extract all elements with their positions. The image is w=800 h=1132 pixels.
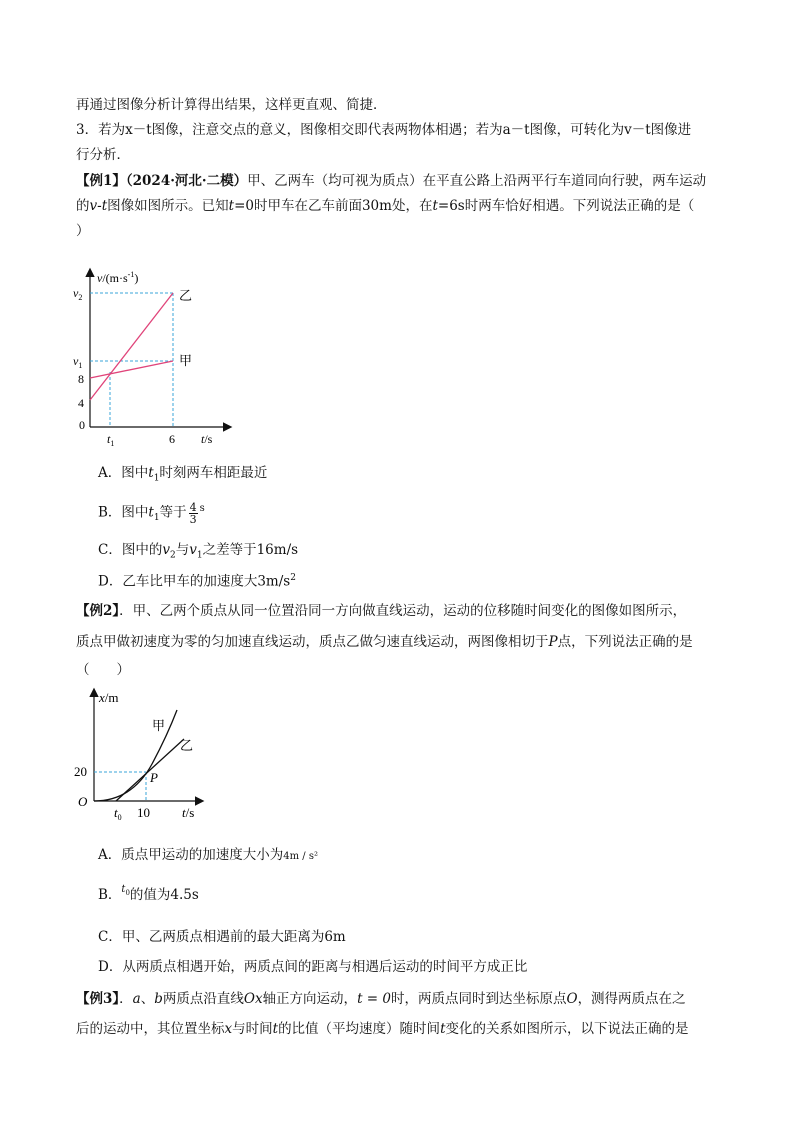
ex2-tick-20: 20 — [74, 764, 87, 779]
intro-line-1: 再通过图像分析计算得出结果，这样更直观、简捷． — [76, 97, 387, 113]
ex2-label-jia: 甲 — [152, 718, 166, 733]
ex2-tick-10: 10 — [137, 805, 150, 820]
ex3-stem-line-2: 后的运动中，其位置坐标x与时间t的比值（平均速度）随时间t变化的关系如图所示，以下说法正确的是 — [76, 1021, 689, 1037]
ex1-tick-6: 6 — [169, 432, 175, 446]
ex1-tick-4: 4 — [78, 396, 84, 410]
ex1-option-d[interactable]: D．乙车比甲车的加速度大$3m/s^2$ — [98, 573, 296, 590]
intro-line-3: 行分析． — [76, 147, 130, 163]
ex1-tick-v1: $v_1$ — [73, 354, 83, 370]
ex2-option-b[interactable]: B．$^{t_0}$的值为4.5s — [98, 884, 199, 903]
ex1-option-b[interactable]: B．图中$t_1$等于 $\frac{4}{3}$ $^s$ — [98, 500, 205, 526]
ex2-option-a[interactable]: A．质点甲运动的加速度大小为4m / s² — [98, 847, 318, 863]
ex2-x-axis-label: t/s — [182, 805, 195, 820]
ex2-stem-line-3: （ ） — [76, 662, 130, 678]
ex2-label-yi: 乙 — [180, 738, 194, 753]
ex2-y-axis-label: x/m — [99, 690, 119, 705]
ex1-y-axis-label: $v/(m\cdot s^{-1})$ — [97, 270, 139, 285]
ex1-option-a[interactable]: A．图中$t_1$时刻两车相距最近 — [98, 465, 268, 484]
ex1-option-c[interactable]: C．图中的$v_2$与$v_1$之差等于16m/s — [98, 542, 299, 561]
ex1-stem-line-2: 的v-t图像如图所示。已知t=0时甲车在乙车前面30m处，在t=6s时两车恰好相遇。下列说法正确的是（ — [76, 198, 695, 214]
ex2-point-p: P — [150, 770, 158, 785]
ex1-line-jia — [90, 361, 173, 378]
ex1-stem-line-3: ） — [76, 223, 90, 239]
ex1-label-yi: 乙 — [179, 288, 193, 303]
ex2-option-c[interactable]: C．甲、乙两质点相遇前的最大距离为6m — [98, 929, 346, 945]
ex1-tick-t1: $t_1$ — [107, 432, 115, 448]
ex1-line-yi — [90, 293, 173, 400]
ex2-stem-line-1: 【例2】．甲、乙两个质点从同一位置沿同一方向做直线运动，运动的位移随时间变化的图像如图所示， — [76, 603, 687, 619]
ex2-tick-t0: $t_0$ — [114, 805, 122, 822]
ex3-stem-line-1: 【例3】．a、b两质点沿直线Ox轴正方向运动，t = 0时，两质点同时到达坐标原点O，测得两质点在之 — [76, 991, 686, 1007]
ex2-xt-graph — [72, 684, 222, 829]
ex2-origin: O — [78, 794, 88, 809]
ex1-stem-line-1: 【例1】（2024·河北·二模）甲、乙两车（均可视为质点）在平直公路上沿两平行车道同向行驶，两车运动 — [76, 173, 707, 189]
ex3-label: 【例3】 — [76, 991, 120, 1007]
intro-line-2: 3．若为x－t图像，注意交点的意义，图像相交即代表两物体相遇；若为a－t图像，可转化为v－t图像进 — [76, 122, 692, 138]
ex1-vt-graph — [70, 262, 240, 452]
ex1-label: 【例1】（2024·河北·二模） — [76, 173, 248, 189]
ex2-stem-line-2: 质点甲做初速度为零的匀加速直线运动，质点乙做匀速直线运动，两图像相切于P点，下列说法正确的是 — [76, 634, 693, 650]
ex1-tick-8: 8 — [78, 372, 84, 386]
ex1-label-jia: 甲 — [179, 353, 193, 368]
ex1-x-axis-label: t/s — [201, 432, 213, 446]
ex1-tick-v2: $v_2$ — [73, 286, 83, 302]
ex1-origin: 0 — [79, 418, 85, 432]
ex1-option-b-fraction: $\frac{4}{3}$ — [189, 500, 197, 526]
ex2-label: 【例2】 — [76, 603, 120, 619]
ex2-option-d[interactable]: D．从两质点相遇开始，两质点间的距离与相遇后运动的时间平方成正比 — [98, 959, 528, 975]
